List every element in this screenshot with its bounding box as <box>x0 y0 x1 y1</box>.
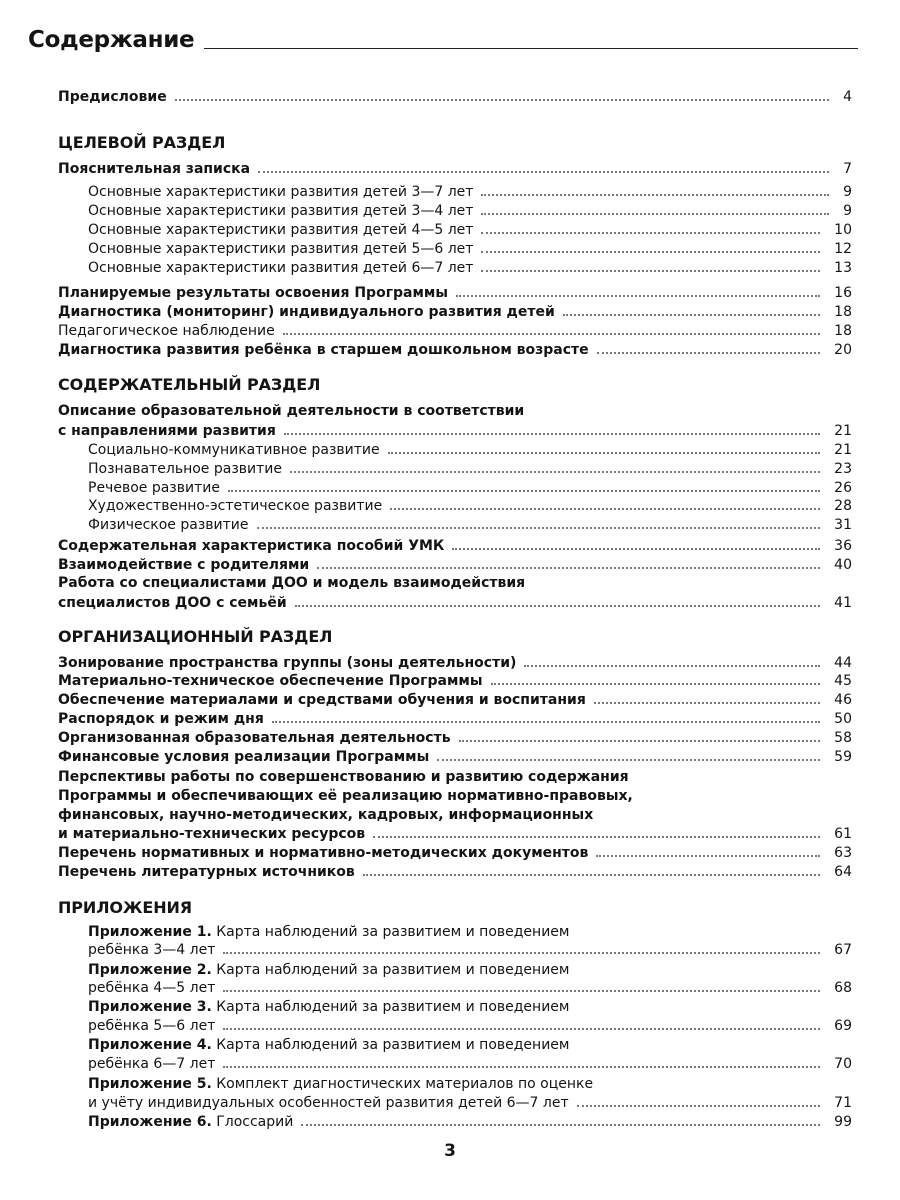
entry-page: 69 <box>834 1018 852 1034</box>
section-heading: СОДЕРЖАТЕЛЬНЫЙ РАЗДЕЛ <box>58 375 321 394</box>
entry-text: Планируемые результаты освоения Программы <box>58 285 449 301</box>
entry-line <box>88 1036 569 1054</box>
entry-page: 70 <box>834 1056 852 1072</box>
entry-page: 26 <box>834 480 852 496</box>
entry-title <box>88 221 473 239</box>
entry-text: Диагностика развития ребёнка в старшем дошкольном возрасте <box>58 342 589 358</box>
entry-label: Приложение 1. <box>88 924 212 940</box>
entry-title <box>58 844 588 862</box>
toc-entry <box>88 979 852 997</box>
toc-entry <box>58 863 852 881</box>
dot-leader <box>283 333 820 335</box>
entry-page: 44 <box>834 655 852 671</box>
entry-title <box>58 654 516 672</box>
dot-leader <box>437 759 820 761</box>
dot-leader <box>223 952 820 954</box>
entry-page: 21 <box>834 442 852 458</box>
entry-label: Приложение 5. <box>88 1076 212 1092</box>
entry-title <box>58 691 586 709</box>
entry-text: Перспективы работы по совершенствованию и развитию содержания <box>58 769 629 785</box>
toc-entry <box>58 672 852 690</box>
toc-entry <box>88 460 852 478</box>
entry-title <box>58 748 429 766</box>
entry-page: 9 <box>843 203 852 219</box>
entry-title <box>88 1113 293 1131</box>
entry-title <box>58 863 355 881</box>
entry-page: 4 <box>843 89 852 105</box>
toc-entry <box>58 654 852 672</box>
entry-title <box>88 516 249 534</box>
toc-entry <box>88 259 852 277</box>
toc-entry <box>88 1094 852 1112</box>
toc-entry <box>58 537 852 555</box>
section-heading: ОРГАНИЗАЦИОННЫЙ РАЗДЕЛ <box>58 627 333 646</box>
entry-text: с направлениями развития <box>58 423 276 439</box>
entry-page: 64 <box>834 864 852 880</box>
entry-text: Содержательная характеристика пособий УМК <box>58 538 445 554</box>
entry-text: Основные характеристики развития детей 3—7 лет <box>88 184 474 200</box>
entry-page: 31 <box>834 517 852 533</box>
entry-text: Глоссарий <box>216 1114 294 1130</box>
dot-leader <box>456 295 820 297</box>
entry-title <box>88 202 473 220</box>
toc-entry <box>88 441 852 459</box>
entry-label: Приложение 3. <box>88 999 212 1015</box>
entry-text: Речевое развитие <box>88 480 220 496</box>
entry-text: ребёнка 3—4 лет <box>88 942 216 958</box>
toc-entry <box>88 516 852 534</box>
entry-page: 10 <box>834 222 852 238</box>
dot-leader <box>597 352 821 354</box>
entry-text: Организованная образовательная деятельность <box>58 730 451 746</box>
toc-entry <box>58 691 852 709</box>
entry-page: 16 <box>834 285 852 301</box>
entry-line <box>58 768 629 786</box>
entry-text: финансовых, научно-методических, кадровых, информационных <box>58 807 594 823</box>
entry-title <box>88 1017 215 1035</box>
toc-entry <box>58 303 852 321</box>
dot-leader <box>258 171 829 173</box>
dot-leader <box>363 874 820 876</box>
entry-line <box>58 787 633 805</box>
dot-leader <box>524 665 820 667</box>
dot-leader <box>317 567 820 569</box>
entry-page: 28 <box>834 498 852 514</box>
dot-leader <box>272 721 820 723</box>
toc-entry <box>58 844 852 862</box>
toc-entry <box>88 1113 852 1131</box>
entry-line <box>88 998 569 1016</box>
entry-text: Работа со специалистами ДОО и модель взаимодействия <box>58 575 526 591</box>
entry-title <box>88 460 282 478</box>
entry-text: Перечень литературных источников <box>58 864 355 880</box>
entry-label: Приложение 6. <box>88 1114 212 1130</box>
toc-entry <box>58 322 852 340</box>
entry-page: 21 <box>834 423 852 439</box>
entry-page: 41 <box>834 595 852 611</box>
entry-page: 18 <box>834 304 852 320</box>
dot-leader <box>481 270 820 272</box>
entry-title <box>88 1055 215 1073</box>
dot-leader <box>295 605 821 607</box>
dot-leader <box>481 232 820 234</box>
toc-entry <box>88 221 852 239</box>
title-row <box>28 27 858 57</box>
entry-title <box>58 341 589 359</box>
entry-line <box>88 923 569 941</box>
entry-title <box>58 556 309 574</box>
title-rule <box>204 48 858 49</box>
entry-page: 68 <box>834 980 852 996</box>
dot-leader <box>481 251 820 253</box>
dot-leader <box>284 433 820 435</box>
entry-text: Основные характеристики развития детей 5—6 лет <box>88 241 474 257</box>
page-number: 3 <box>444 1141 456 1161</box>
entry-line <box>58 574 525 592</box>
toc-entry <box>58 556 852 574</box>
entry-title <box>88 1094 569 1112</box>
entry-text: Обеспечение материалами и средствами обучения и воспитания <box>58 692 586 708</box>
section-heading: ПРИЛОЖЕНИЯ <box>58 898 193 917</box>
entry-text: Перечень нормативных и нормативно-методических документов <box>58 845 589 861</box>
dot-leader <box>223 1028 820 1030</box>
entry-title <box>58 160 250 178</box>
dot-leader <box>563 314 820 316</box>
entry-page: 12 <box>834 241 852 257</box>
entry-text: Основные характеристики развития детей 6—7 лет <box>88 260 474 276</box>
entry-text: Финансовые условия реализации Программы <box>58 749 430 765</box>
entry-text: Физическое развитие <box>88 517 249 533</box>
entry-line <box>58 806 593 824</box>
entry-text: Основные характеристики развития детей 4—5 лет <box>88 222 474 238</box>
toc-entry <box>88 497 852 515</box>
entry-page: 99 <box>834 1114 852 1130</box>
entry-page: 40 <box>834 557 852 573</box>
dot-leader <box>373 836 820 838</box>
dot-leader <box>481 194 829 196</box>
dot-leader <box>390 508 820 510</box>
entry-page: 18 <box>834 323 852 339</box>
entry-title <box>58 537 444 555</box>
entry-page: 23 <box>834 461 852 477</box>
toc-entry <box>58 825 852 843</box>
entry-text: и материально-технических ресурсов <box>58 826 366 842</box>
toc-entry <box>58 422 852 440</box>
entry-title <box>58 710 264 728</box>
entry-title <box>88 259 473 277</box>
dot-leader <box>175 99 829 101</box>
entry-title <box>58 594 287 612</box>
entry-page: 45 <box>834 673 852 689</box>
entry-line <box>88 961 569 979</box>
entry-page: 36 <box>834 538 852 554</box>
entry-title <box>88 183 473 201</box>
entry-text: Карта наблюдений за развитием и поведением <box>216 924 570 940</box>
entry-text: Предисловие <box>58 89 167 105</box>
entry-page: 13 <box>834 260 852 276</box>
entry-title <box>58 672 483 690</box>
entry-title <box>58 422 276 440</box>
entry-text: Основные характеристики развития детей 3—4 лет <box>88 203 474 219</box>
entry-text: и учёту индивидуальных особенностей развития детей 6—7 лет <box>88 1095 569 1111</box>
toc-entry <box>88 1055 852 1073</box>
entry-text: ребёнка 5—6 лет <box>88 1018 216 1034</box>
toc-entry <box>88 479 852 497</box>
entry-text: ребёнка 4—5 лет <box>88 980 216 996</box>
entry-text: Материально-техническое обеспечение Программы <box>58 673 483 689</box>
entry-title <box>88 240 473 258</box>
entry-page: 20 <box>834 342 852 358</box>
entry-title <box>58 88 167 106</box>
entry-title <box>58 729 451 747</box>
dot-leader <box>228 490 820 492</box>
toc-entry <box>88 183 852 201</box>
entry-text: Социально-коммуникативное развитие <box>88 442 380 458</box>
dot-leader <box>459 740 821 742</box>
dot-leader <box>577 1105 821 1107</box>
entry-text: Художественно-эстетическое развитие <box>88 498 383 514</box>
dot-leader <box>481 213 829 215</box>
entry-text: Педагогическое наблюдение <box>58 323 275 339</box>
entry-text: Познавательное развитие <box>88 461 282 477</box>
entry-text: Пояснительная записка <box>58 161 251 177</box>
entry-title <box>88 441 380 459</box>
dot-leader <box>452 548 820 550</box>
toc-entry <box>58 284 852 302</box>
entry-title <box>88 497 382 515</box>
toc-entry <box>88 202 852 220</box>
entry-page: 71 <box>834 1095 852 1111</box>
page-title: Содержание <box>28 27 195 53</box>
entry-page: 7 <box>843 161 852 177</box>
entry-line <box>88 1075 593 1093</box>
toc-entry <box>58 594 852 612</box>
entry-page: 9 <box>843 184 852 200</box>
dot-leader <box>596 855 820 857</box>
entry-text: специалистов ДОО с семьёй <box>58 595 287 611</box>
entry-page: 59 <box>834 749 852 765</box>
toc-entry <box>88 1017 852 1035</box>
toc-entry <box>58 88 852 106</box>
entry-text: Зонирование пространства группы (зоны деятельности) <box>58 655 517 671</box>
dot-leader <box>388 452 821 454</box>
entry-title <box>58 825 365 843</box>
dot-leader <box>491 683 821 685</box>
entry-text: ребёнка 6—7 лет <box>88 1056 216 1072</box>
dot-leader <box>223 990 820 992</box>
entry-text: Взаимодействие с родителями <box>58 557 310 573</box>
dot-leader <box>223 1066 820 1068</box>
entry-title <box>88 979 215 997</box>
dot-leader <box>594 702 820 704</box>
entry-line <box>58 402 524 420</box>
entry-text: Комплект диагностических материалов по оценке <box>216 1076 594 1092</box>
entry-title <box>58 284 448 302</box>
entry-title <box>88 941 215 959</box>
entry-text: Программы и обеспечивающих её реализацию нормативно-правовых, <box>58 788 633 804</box>
entry-label: Приложение 2. <box>88 962 212 978</box>
entry-page: 46 <box>834 692 852 708</box>
section-heading: ЦЕЛЕВОЙ РАЗДЕЛ <box>58 133 226 152</box>
entry-page: 50 <box>834 711 852 727</box>
entry-text: Диагностика (мониторинг) индивидуального развития детей <box>58 304 555 320</box>
entry-text: Карта наблюдений за развитием и поведением <box>216 962 570 978</box>
entry-title <box>88 479 220 497</box>
dot-leader <box>301 1124 820 1126</box>
toc-entry <box>88 240 852 258</box>
entry-label: Приложение 4. <box>88 1037 212 1053</box>
entry-text: Карта наблюдений за развитием и поведением <box>216 999 570 1015</box>
entry-page: 61 <box>834 826 852 842</box>
toc-entry <box>58 341 852 359</box>
entry-text: Описание образовательной деятельности в соответствии <box>58 403 525 419</box>
entry-page: 58 <box>834 730 852 746</box>
entry-text: Распорядок и режим дня <box>58 711 264 727</box>
dot-leader <box>290 471 820 473</box>
toc-entry <box>58 748 852 766</box>
entry-text: Карта наблюдений за развитием и поведением <box>216 1037 570 1053</box>
dot-leader <box>257 527 821 529</box>
toc-entry <box>58 729 852 747</box>
entry-page: 67 <box>834 942 852 958</box>
toc-entry <box>58 160 852 178</box>
toc-entry <box>58 710 852 728</box>
entry-title <box>58 322 275 340</box>
entry-title <box>58 303 555 321</box>
toc-entry <box>88 941 852 959</box>
entry-page: 63 <box>834 845 852 861</box>
